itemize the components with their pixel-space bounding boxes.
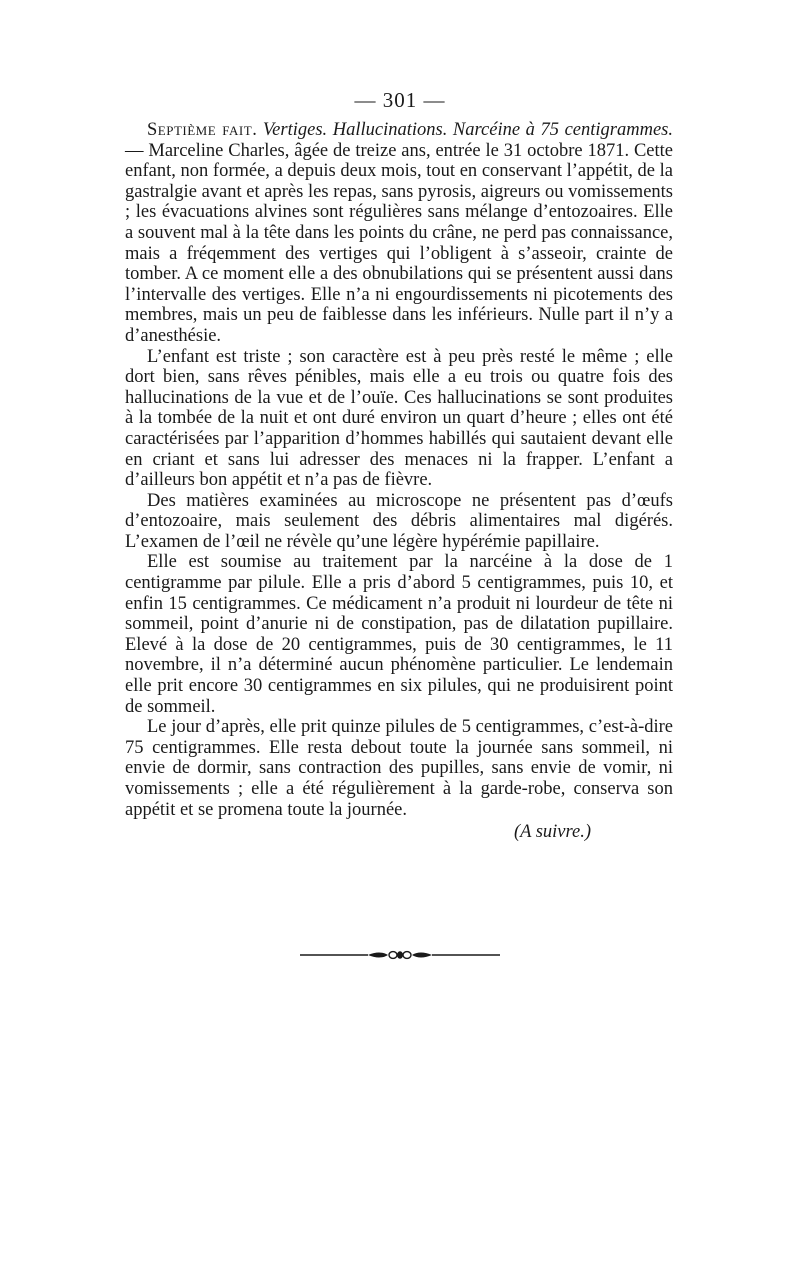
case-title: Vertiges. Hallucinations. Narcéine à 75 centigrammes. <box>262 120 673 140</box>
paragraph-4: Elle est soumise au traitement par la narcéine à la dose de 1 centigramme par pilule. Elle a pris d’abord 5 centigrammes, puis 10, et enfin 15 centigrammes. Ce médicament n’a produit ni lourdeur de tête ni sommeil, point d’anurie ni de constipation, pas de dilatation pupillaire. Elevé à la dose de 20 centigrammes, puis de 30 centigrammes, le 11 novembre, il n’a déterminé aucun phénomène particulier. Le lendemain elle prit encore 30 centigrammes en six pilules, qui ne produisirent point de sommeil. <box>125 552 673 717</box>
paragraph-5: Le jour d’après, elle prit quinze pilules de 5 centigrammes, c’est-à-dire 75 centigrammes. Elle resta debout toute la journée sans sommeil, ni envie de dormir, sans contraction des pupilles, sans envie de vomir, ni vomissements ; elle a été régulièrement à la garde-robe, conserva son appétit et se promena toute la journée. <box>125 717 673 820</box>
page-number: — 301 — <box>354 88 446 112</box>
case-label: Septième fait. <box>147 120 258 140</box>
paragraph-1 <box>125 120 673 347</box>
heading-dash: — <box>125 140 149 161</box>
ornament-divider-icon <box>300 950 500 960</box>
paragraph-3: Des matières examinées au microscope ne présentent pas d’œufs d’entozoaire, mais seulement des débris alimentaires mal digérés. L’examen de l’œil ne révèle qu’une légère hypérémie papillaire. <box>125 490 673 552</box>
article-body <box>125 120 673 843</box>
to-be-continued: (A suivre.) <box>513 822 591 843</box>
paragraph-1-text: Marceline Charles, âgée de treize ans, entrée le 31 octobre 1871. Cette enfant, non formée, a depuis deux mois, tout en conservant l’appétit, de la gastralgie avant et après les repas, sans pyrosis, aigreurs ou vomissements ; les évacuations alvines sont régulières sans mélange d’entozoaires. Elle a souvent mal à la tête dans les points du crâne, ne perd pas connaissance, mais a fréqemment des vertiges qui l’obligent à s’asseoir, crainte de tomber. A ce moment elle a des obnubilations qui se présentent aussi dans l’intervalle des vertiges. Elle n’a ni engourdissements ni picotements des membres, mais un peu de faiblesse dans les inférieurs. Nulle part il n’y a d’anesthésie. <box>125 140 673 346</box>
paragraph-2: L’enfant est triste ; son caractère est à peu près resté le même ; elle dort bien, sans rêves pénibles, mais elle a eu trois ou quatre fois des hallucinations de la vue et de l’ouïe. Ces hallucinations se sont produites à la tombée de la nuit et ont duré environ un quart d’heure ; elles ont été caractérisées par l’apparition d’hommes habillés qui sautaient devant elle en criant et sans lui adresser des menaces ni la frapper. L’enfant a d’ailleurs bon appétit et n’a pas de fièvre. <box>125 346 673 491</box>
